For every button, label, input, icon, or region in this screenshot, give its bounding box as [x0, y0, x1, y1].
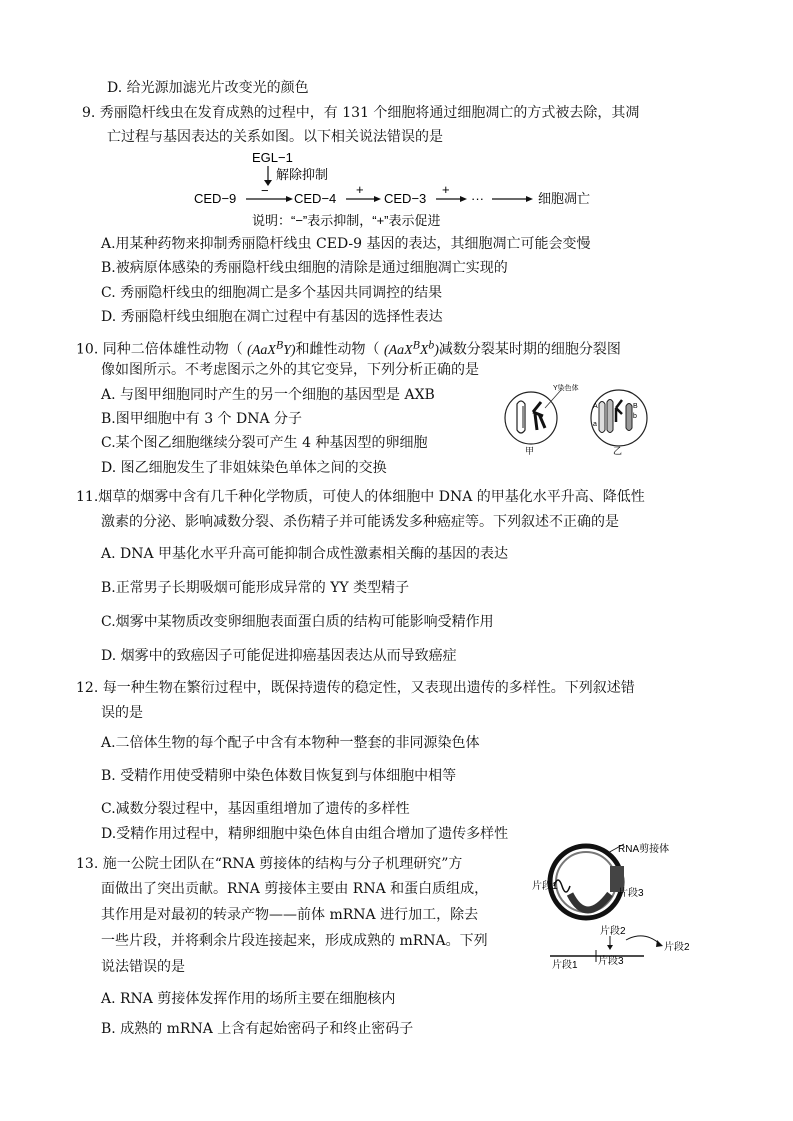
egl1-label: EGL−1	[252, 150, 293, 165]
q13-stem-line3: 其作用是对最初的转录产物——前体 mRNA 进行加工，除去	[101, 907, 479, 923]
gene-a-label: a	[593, 421, 597, 428]
down-arrow-icon	[607, 945, 613, 950]
right-arrow-icon	[526, 196, 533, 202]
segment1-label: 片段1	[532, 881, 558, 892]
ced4-label: CED−4	[294, 191, 337, 206]
q13-spliceosome-figure	[532, 840, 700, 972]
q12-option-d: D.受精作用过程中，精卵细胞中染色体自由组合增加了遗传多样性	[101, 826, 509, 842]
q11-option-d: D. 烟雾中的致癌因子可能促进抑癌基因表达从而导致癌症	[101, 648, 457, 664]
q10-option-d: D. 图乙细胞发生了非姐妹染色单体之间的交换	[101, 460, 387, 476]
right-arrow-icon	[286, 196, 293, 202]
q12-option-c: C.减数分裂过程中，基因重组增加了遗传的多样性	[101, 801, 410, 817]
q9-option-b: B.被病原体感染的秀丽隐杆线虫细胞的清除是通过细胞凋亡实现的	[101, 260, 508, 276]
cell-yi-label: 乙	[613, 446, 623, 456]
plus-sign: +	[356, 182, 364, 197]
curved-arrow-icon	[656, 940, 663, 947]
minus-sign: −	[261, 183, 269, 198]
q10-option-a: A. 与图甲细胞同时产生的另一个细胞的基因型是 AXB	[101, 387, 435, 403]
release-inhibition-label: 解除抑制	[276, 167, 329, 182]
q11-option-c: C.烟雾中某物质改变卵细胞表面蛋白质的结构可能影响受精作用	[101, 614, 494, 630]
q9-option-d: D. 秀丽隐杆线虫细胞在凋亡过程中有基因的选择性表达	[101, 309, 443, 325]
mature-segment3-label: 片段3	[598, 956, 624, 967]
q10-tail: 减数分裂某时期的细胞分裂图	[438, 341, 621, 358]
gene-B-label: B	[633, 403, 638, 410]
segment2-label: 片段2	[600, 926, 626, 937]
q13-stem-line1: 13. 施一公院士团队在“RNA 剪接体的结构与分子机理研究”方	[76, 856, 463, 872]
segment3-label: 片段3	[618, 888, 644, 899]
mature-segment1-label: 片段1	[552, 960, 578, 971]
right-arrow-icon	[460, 196, 467, 202]
ced3-label: CED−3	[384, 191, 427, 206]
q11-option-b: B.正常男子长期吸烟可能形成异常的 YY 类型精子	[101, 580, 410, 596]
q9-stem-line2: 亡过程与基因表达的关系如图。以下相关说法错误的是	[107, 129, 443, 145]
q9-option-c: C. 秀丽隐杆线虫的细胞凋亡是多个基因共同调控的结果	[101, 285, 443, 301]
gene-A-label: A	[593, 403, 598, 410]
q13-stem-line5: 说法错误的是	[101, 959, 185, 975]
ellipsis: ···	[471, 191, 484, 206]
cell-jia-label: 甲	[525, 446, 535, 456]
q10-number: 10. 同种二倍体雄性动物（	[76, 341, 248, 358]
y-chromosome-label: Y染色体	[553, 385, 579, 392]
q13-stem-line4: 一些片段，并将剩余片段连接起来，形成成熟的 mRNA。下列	[101, 933, 488, 949]
q12-option-a: A.二倍体生物的每个配子中含有本物种一整套的非同源染色体	[101, 735, 480, 751]
q13-option-b: B. 成熟的 mRNA 上含有起始密码子和终止密码子	[101, 1021, 414, 1037]
q10-mid: 和雌性动物（	[295, 341, 384, 358]
q12-option-b: B. 受精作用使受精卵中染色体数目恢复到与体细胞中相等	[101, 768, 457, 784]
spliceosome-label: RNA剪接体	[618, 844, 670, 855]
q10-option-c: C.某个图乙细胞继续分裂可产生 4 种基因型的卵细胞	[101, 435, 428, 451]
cell-jia	[505, 392, 557, 444]
q12-stem-line2: 误的是	[101, 705, 143, 721]
diagram-note: 说明：“−”表示抑制，“+”表示促进	[252, 213, 441, 228]
segment2-removed-label: 片段2	[664, 942, 690, 953]
q8-option-d: D. 给光源加滤光片改变光的颜色	[107, 80, 309, 96]
q10-option-b: B.图甲细胞中有 3 个 DNA 分子	[101, 411, 303, 427]
female-genotype: $(AaX^BX^b)$	[383, 338, 439, 358]
gene-b-label: b	[633, 413, 637, 420]
q10-stem-line2: 像如图所示。不考虑图示之外的其它变异，下列分析正确的是	[101, 362, 479, 378]
q10-cell-division-figure	[495, 378, 665, 458]
q11-stem-line2: 激素的分泌、影响减数分裂、杀伤精子并可能诱发多种癌症等。下列叙述不正确的是	[101, 514, 619, 530]
q9-stem-line1: 9. 秀丽隐杆线虫在发育成熟的过程中，有 131 个细胞将通过细胞凋亡的方式被去除，其凋	[82, 105, 640, 121]
male-genotype: (AaX$^B$Y)	[247, 338, 296, 358]
q10-stem-line1	[76, 336, 621, 360]
q11-stem-line1: 11.烟草的烟雾中含有几千种化学物质，可使人的体细胞中 DNA 的甲基化水平升高、降低性	[76, 489, 645, 505]
plus-sign: +	[442, 182, 450, 197]
q13-option-a: A. RNA 剪接体发挥作用的场所主要在细胞核内	[101, 991, 396, 1007]
right-arrow-icon	[374, 196, 381, 202]
apoptosis-label: 细胞凋亡	[538, 191, 591, 206]
q9-gene-pathway-diagram	[190, 148, 610, 232]
q12-stem-line1: 12. 每一种生物在繁衍过程中，既保持遗传的稳定性，又表现出遗传的多样性。下列叙述错	[76, 680, 635, 696]
ced9-label: CED−9	[194, 191, 237, 206]
q9-option-a: A.用某种药物来抑制秀丽隐杆线虫 CED-9 基因的表达，其细胞凋亡可能会变慢	[101, 236, 591, 252]
q13-stem-line2: 面做出了突出贡献。RNA 剪接体主要由 RNA 和蛋白质组成，	[101, 881, 489, 897]
q11-option-a: A. DNA 甲基化水平升高可能抑制合成性激素相关酶的基因的表达	[101, 546, 509, 562]
